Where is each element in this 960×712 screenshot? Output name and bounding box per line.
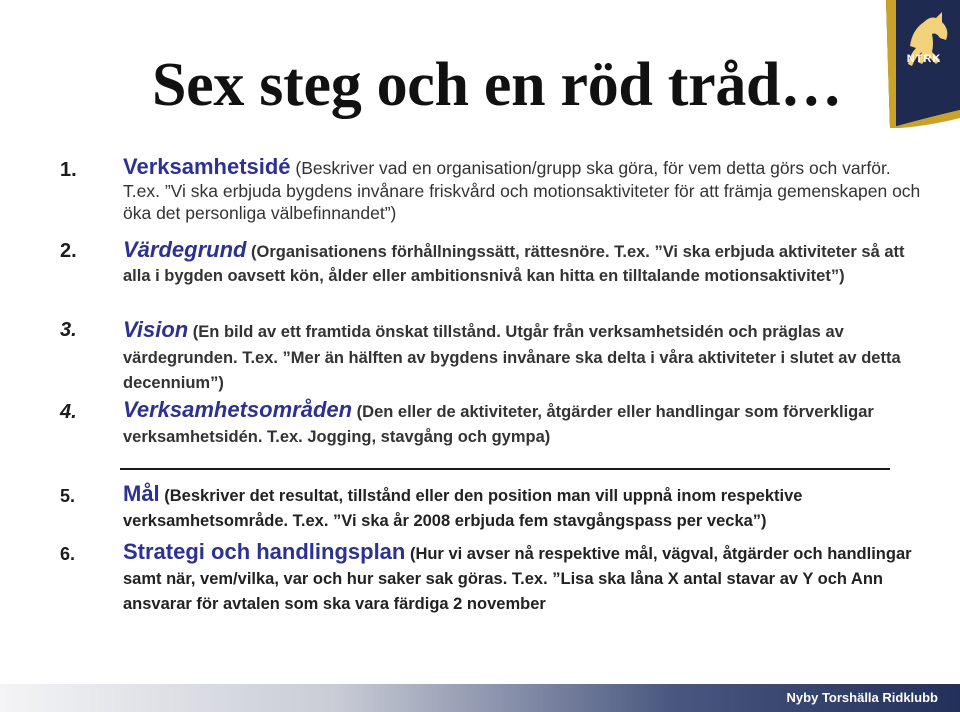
item-description: (Organisationens förhållningssätt, rättesnöre. T.ex. ”Vi ska erbjuda aktiviteter så att alla i bygden oavsett kön, ålder eller ambitionsnivå kan hitta en tilltalande motionsaktivitet”) [123,243,905,285]
item-number: 4. [60,401,77,423]
item-number: 2. [60,240,77,262]
item-number: 5. [60,486,76,506]
divider [120,468,890,470]
item-text [123,317,923,397]
item-text [123,156,923,225]
footer-club-name: Nyby Torshälla Ridklubb [786,690,938,705]
item-description: (Beskriver det resultat, tillstånd eller den position man vill uppnå inom respektive verksamhetsområde. T.ex. ”Vi ska år 2008 erbjuda fem stavgångspass per vecka”) [123,487,803,530]
item-description: (En bild av ett framtida önskat tillstånd. Utgår från verksamhetsidén och präglas av värdegrunden. T.ex. ”Mer än hälften av bygdens invånare ska delta i våra aktiviteter i slutet av detta decennium”) [123,323,901,392]
item-text [123,397,923,450]
item-keyword: Strategi och handlingsplan [123,539,406,564]
item-number: 1. [60,159,77,181]
item-number: 6. [60,544,76,564]
item-text [123,481,923,534]
item-keyword: Vision [123,317,189,342]
horse-logo-icon [886,0,960,128]
footer-bar [0,684,960,712]
item-keyword: Värdegrund [123,237,247,262]
item-number: 3. [60,319,77,341]
logo-text: NTRK [906,53,942,65]
item-description: (Den eller de aktiviteter, åtgärder eller handlingar som förverkligar verksamhetsidén. T.ex. Jogging, stavgång och gympa) [123,403,874,446]
item-description: (Beskriver vad en organisation/grupp ska göra, för vem detta görs och varför. T.ex. ”Vi ska erbjuda bygdens invånare friskvård och motionsaktiviteter för att främja gemenskapen och öka det personliga välbefinnandet”) [123,158,921,223]
item-keyword: Verksamhetsidé [123,154,291,179]
ntrk-logo [886,0,960,128]
item-text [123,238,923,288]
item-text [123,539,923,617]
item-keyword: Mål [123,481,160,506]
item-description: (Hur vi avser nå respektive mål, vägval, åtgärder och handlingar samt när, vem/vilka, var och hur saker sak göras. T.ex. ”Lisa ska låna X antal stavar av Y och Ann ansvarar för avtalen som ska vara färdiga 2 november [123,545,912,613]
slide-title: Sex steg och en röd tråd… [152,51,842,119]
item-keyword: Verksamhetsområden [123,397,353,422]
